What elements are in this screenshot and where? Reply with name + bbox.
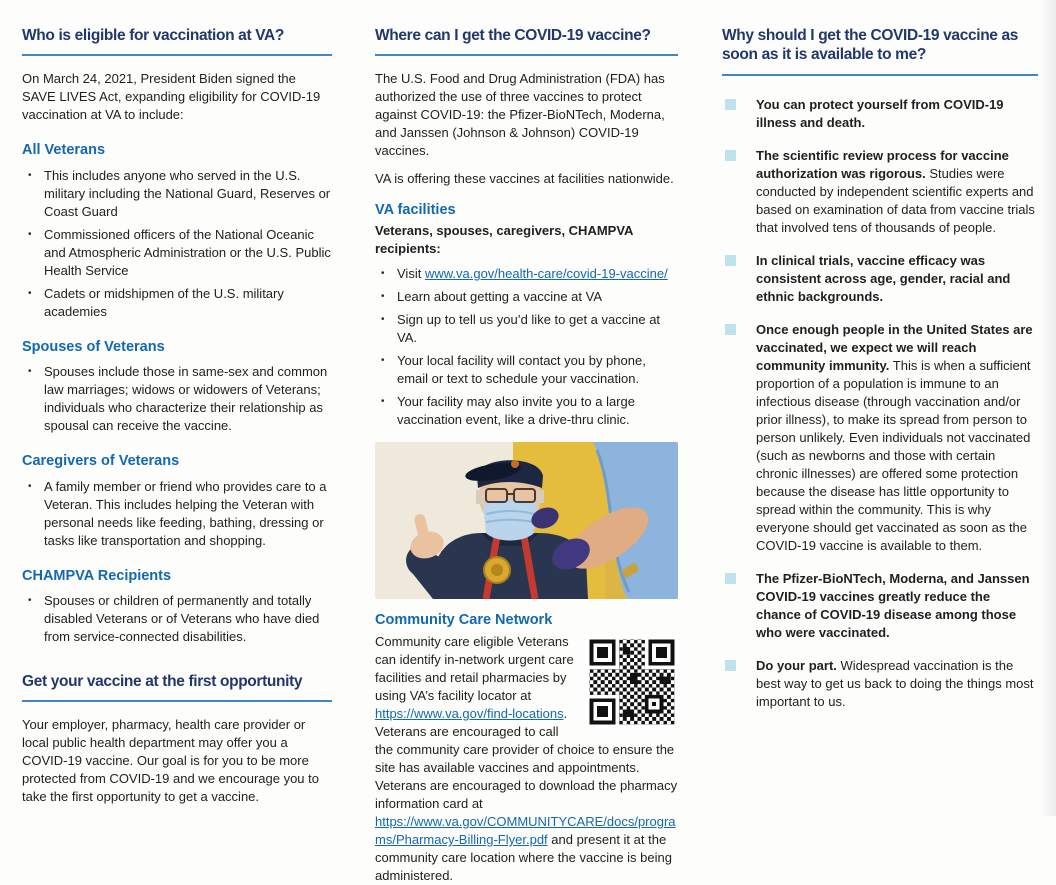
list-item: • Commissioned officers of the National Oceanic and Atmospheric Administration or the U.S. Public Health Service (22, 226, 332, 280)
qr-code (586, 636, 678, 728)
list-item: • Cadets or midshipmen of the U.S. military academies (22, 285, 332, 321)
heading-rule (22, 54, 332, 56)
all-veterans-list (22, 167, 332, 321)
why-item: You can protect yourself from COVID-19 illness and death. (722, 96, 1038, 132)
why-item: Once enough people in the United States are vaccinated, we expect we will reach community immunity. This is when a sufficient proportion of a population is immune to an infectious disease (through vaccination and/or prior illness), to make its spread from person to person unlikely. Even individuals not vaccinated (such as newborns and those with certain chronic illnesses) are offered some protection because the disease has little opportunity to spread within the community. This is why everyone should get vaccinated as soon as the COVID-19 vaccine is available to them. (722, 321, 1038, 555)
heading-rule (22, 700, 332, 702)
square-bullet-icon (725, 150, 736, 161)
section-title-caregivers: Caregivers of Veterans (22, 453, 180, 470)
list-item (375, 265, 678, 283)
eligibility-heading: Who is eligible for vaccination at VA? (22, 27, 285, 44)
where-intro-1: The U.S. Food and Drug Administration (FDA) has authorized the use of three vaccines to protect against COVID-19: the Pfizer-BioNTech, Moderna, and Janssen (Johnson & Johnson) COVID-19 vaccines. (375, 71, 665, 159)
first-opportunity-heading: Get your vaccine at the first opportunity (22, 672, 303, 690)
ccn-text-3: and present it at the community care location where the vaccine is being administered. (375, 832, 672, 884)
list-item: • Spouses include those in same-sex and common law marriages; widows or widowers of Veterans; individuals who characterize their relationship as spousal can receive the vaccine. (22, 363, 332, 435)
vaccination-photo (375, 442, 678, 599)
section-title-all-veterans: All Veterans (22, 142, 106, 159)
page-scan-edge (1040, 0, 1056, 816)
list-item: • Your local facility will contact you by phone, email or text to schedule your vaccination. (375, 352, 678, 388)
where-heading: Where can I get the COVID-19 vaccine? (375, 27, 651, 44)
why-item: Do your part. Widespread vaccination is the best way to get us back to doing the things most important to us. (722, 657, 1038, 711)
visit-text: Visit (397, 265, 425, 281)
ccn-title: Community Care Network (375, 611, 553, 628)
va-facilities-list (375, 265, 678, 429)
square-bullet-icon (725, 660, 736, 671)
find-locations-link[interactable]: https://www.va.gov/find-locations (375, 706, 564, 722)
first-opportunity-body: Your employer, pharmacy, health care provider or local public health department may offer you a COVID-19 vaccine. Our goal is for you to be more protected from COVID-19 and we encourage you to take the first opportunity to get a vaccine. (22, 717, 319, 805)
square-bullet-icon (725, 324, 736, 335)
column-eligibility (22, 26, 332, 806)
why-item: The Pfizer-BioNTech, Moderna, and Janssen COVID-19 vaccines greatly reduce the chance of COVID-19 disease among those who were vaccinated. (722, 570, 1038, 642)
where-intro-2: VA is offering these vaccines at facilities nationwide. (375, 171, 674, 187)
list-item: • This includes anyone who served in the U.S. military including the National Guard, Reserves or Coast Guard (22, 167, 332, 221)
ccn-text-1: Community care eligible Veterans can identify in-network urgent care facilities and retail pharmacies by using VA’s facility locator at (375, 634, 574, 704)
eligibility-intro: On March 24, 2021, President Biden signed the SAVE LIVES Act, expanding eligibility for COVID-19 vaccination at VA to include: (22, 71, 321, 123)
column-why (722, 26, 1038, 711)
spouses-list (22, 363, 332, 435)
caregivers-list (22, 478, 332, 550)
ccn-text-2: . Veterans are encouraged to call the community care provider of choice to ensure the site has available vaccines and appointments. Veterans are encouraged to download the pharmacy information card at (375, 706, 678, 812)
va-facilities-audience: Veterans, spouses, caregivers, CHAMPVA recipients: (375, 222, 633, 256)
list-item: • Sign up to tell us you’d like to get a vaccine at VA. (375, 311, 678, 347)
why-item: In clinical trials, vaccine efficacy was consistent across age, gender, racial and ethnic backgrounds. (722, 252, 1038, 306)
square-bullet-icon (725, 99, 736, 110)
why-heading: Why should I get the COVID-19 vaccine as soon as it is available to me? (722, 27, 1019, 64)
covid-vaccine-page-link[interactable]: www.va.gov/health-care/covid-19-vaccine/ (424, 265, 668, 281)
section-title-spouses: Spouses of Veterans (22, 338, 165, 355)
list-item: • A family member or friend who provides care to a Veteran. This includes helping the Veteran with personal needs like feeding, bathing, dressing or tasks like transportation and shopping. (22, 478, 332, 550)
va-facilities-title: VA facilities (375, 202, 456, 219)
ccn-paragraph (375, 633, 678, 885)
list-item: • Learn about getting a vaccine at VA (375, 288, 678, 306)
champva-list (22, 592, 332, 646)
why-item: The scientific review process for vaccine authorization was rigorous. Studies were conducted by independent scientific experts and based on examination of data from vaccine trials that involved tens of thousands of people. (722, 147, 1038, 237)
column-where (375, 26, 678, 885)
section-title-champva: CHAMPVA Recipients (22, 567, 172, 584)
heading-rule (375, 54, 678, 56)
square-bullet-icon (725, 573, 736, 584)
pharmacy-flyer-link[interactable]: https://www.va.gov/COMMUNITYCARE/docs/programs/Pharmacy-Billing-Flyer.pdf (375, 814, 676, 848)
heading-rule (722, 74, 1038, 76)
list-item: • Spouses or children of permanently and totally disabled Veterans or of Veterans who have died from service-connected disabilities. (22, 592, 332, 646)
square-bullet-icon (725, 255, 736, 266)
list-item: • Your facility may also invite you to a large vaccination event, like a drive-thru clinic. (375, 393, 678, 429)
